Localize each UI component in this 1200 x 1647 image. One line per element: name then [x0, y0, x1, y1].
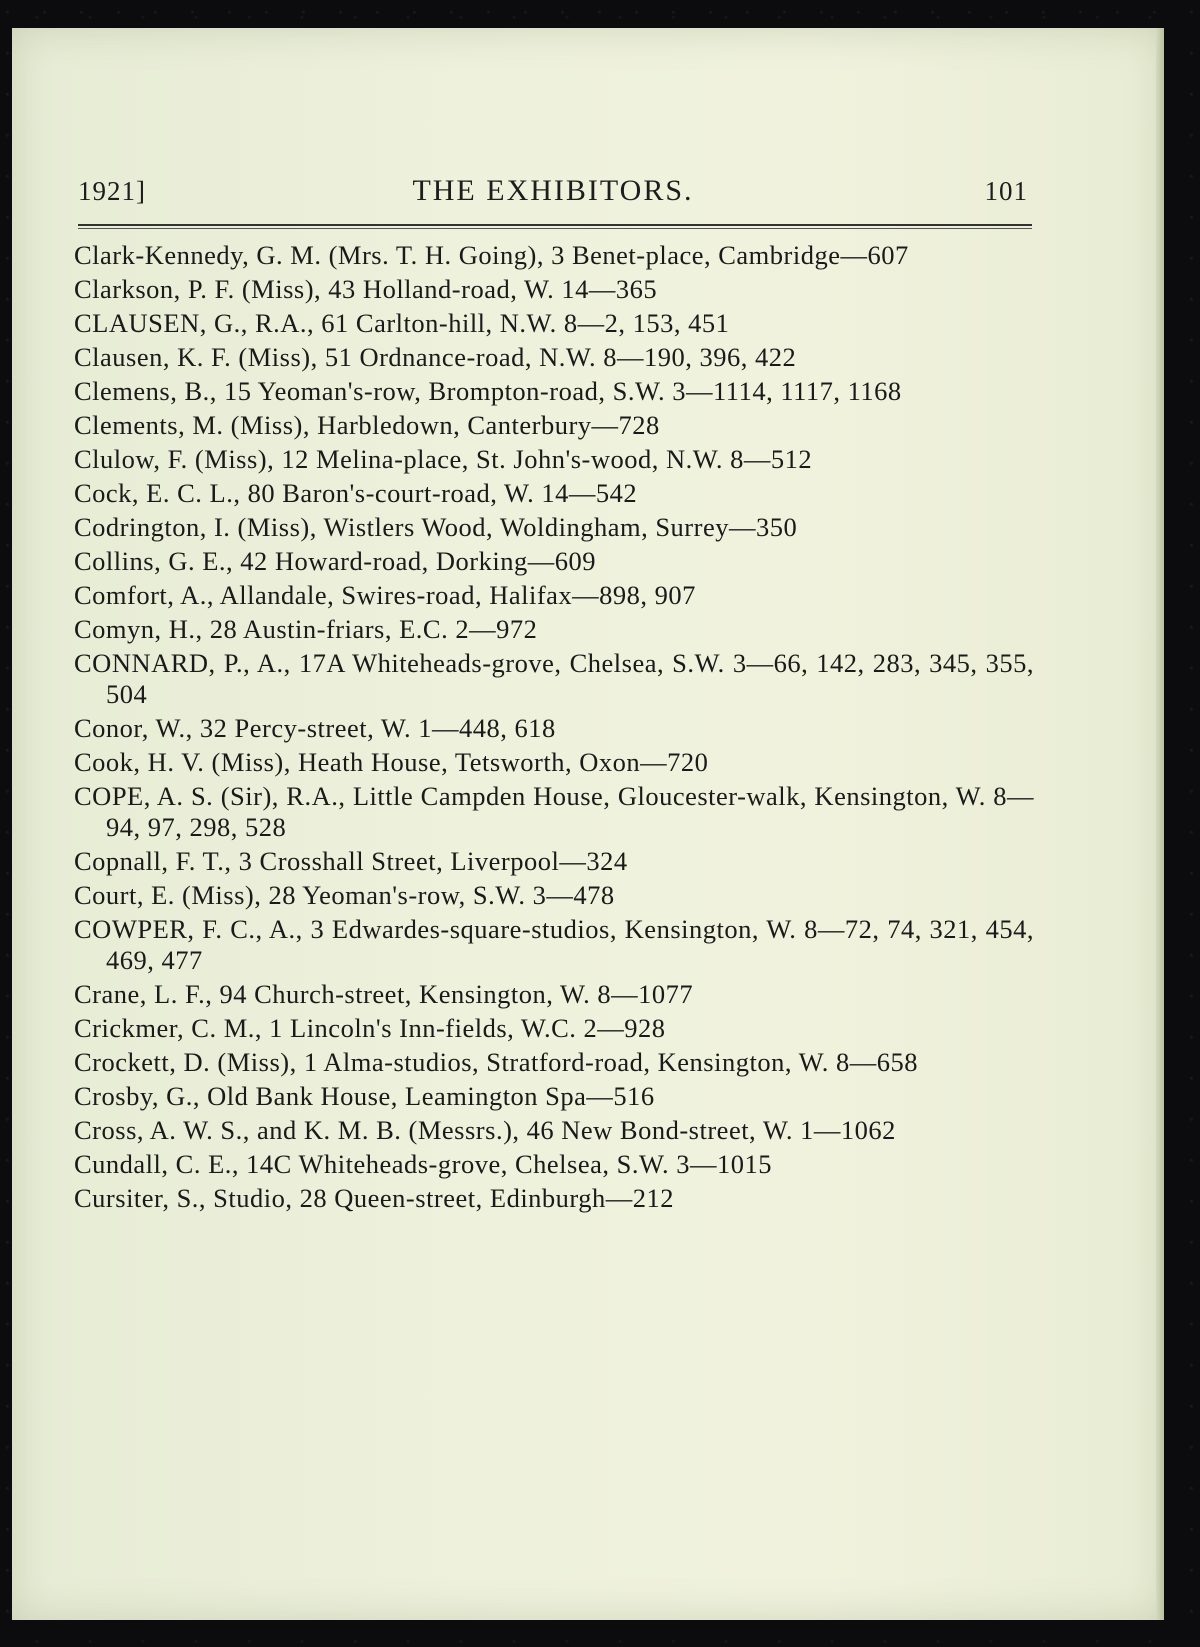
header-year: 1921] [78, 176, 146, 206]
list-item: Cross, A. W. S., and K. M. B. (Messrs.), 46 New Bond-street, W. 1—1062 [74, 1115, 896, 1145]
list-item: CLAUSEN, G., R.A., 61 Carlton-hill, N.W. 8—2, 153, 451 [74, 308, 730, 338]
exhibitor-list [74, 240, 1034, 1217]
list-item: Clausen, K. F. (Miss), 51 Ordnance-road, N.W. 8—190, 396, 422 [74, 342, 797, 372]
list-item: Copnall, F. T., 3 Crosshall Street, Liverpool—324 [74, 846, 628, 876]
list-item: Conor, W., 32 Percy-street, W. 1—448, 618 [74, 713, 556, 743]
list-item: Cock, E. C. L., 80 Baron's-court-road, W. 14—542 [74, 478, 638, 508]
list-item: Crosby, G., Old Bank House, Leamington Spa—516 [74, 1081, 655, 1111]
list-item: COWPER, F. C., A., 3 Edwardes-square-studios, Kensington, W. 8—72, 74, 321, 454, 469, 477 [74, 914, 1034, 975]
list-item: Clements, M. (Miss), Harbledown, Canterbury—728 [74, 410, 660, 440]
list-item: Clemens, B., 15 Yeoman's-row, Brompton-road, S.W. 3—1114, 1117, 1168 [74, 376, 902, 406]
list-item: Comfort, A., Allandale, Swires-road, Halifax—898, 907 [74, 580, 696, 610]
list-item: Clarkson, P. F. (Miss), 43 Holland-road, W. 14—365 [74, 274, 658, 304]
page-edge [1156, 28, 1164, 1620]
list-item: Cursiter, S., Studio, 28 Queen-street, Edinburgh—212 [74, 1183, 675, 1213]
running-header [78, 148, 1028, 208]
list-item: CONNARD, P., A., 17A Whiteheads-grove, Chelsea, S.W. 3—66, 142, 283, 345, 355, 504 [74, 648, 1034, 709]
list-item: Cook, H. V. (Miss), Heath House, Tetsworth, Oxon—720 [74, 747, 709, 777]
list-item: Crickmer, C. M., 1 Lincoln's Inn-fields, W.C. 2—928 [74, 1013, 666, 1043]
list-item: Crockett, D. (Miss), 1 Alma-studios, Stratford-road, Kensington, W. 8—658 [74, 1047, 918, 1077]
list-item: Cundall, C. E., 14C Whiteheads-grove, Chelsea, S.W. 3—1015 [74, 1149, 773, 1179]
book-page [12, 28, 1164, 1620]
page-number: 101 [984, 176, 1028, 206]
list-item: Comyn, H., 28 Austin-friars, E.C. 2—972 [74, 614, 538, 644]
list-item: Crane, L. F., 94 Church-street, Kensington, W. 8—1077 [74, 979, 694, 1009]
list-item: Codrington, I. (Miss), Wistlers Wood, Woldingham, Surrey—350 [74, 512, 798, 542]
list-item: Collins, G. E., 42 Howard-road, Dorking—609 [74, 546, 596, 576]
list-item: Court, E. (Miss), 28 Yeoman's-row, S.W. 3—478 [74, 880, 615, 910]
header-rule [78, 224, 1032, 229]
list-item: Clark-Kennedy, G. M. (Mrs. T. H. Going), 3 Benet-place, Cambridge—607 [74, 240, 909, 270]
list-item: Clulow, F. (Miss), 12 Melina-place, St. John's-wood, N.W. 8—512 [74, 444, 813, 474]
list-item: COPE, A. S. (Sir), R.A., Little Campden House, Gloucester-walk, Kensington, W. 8—94, 97, 298, 528 [74, 781, 1034, 842]
page-title: THE EXHIBITORS. [412, 174, 694, 207]
